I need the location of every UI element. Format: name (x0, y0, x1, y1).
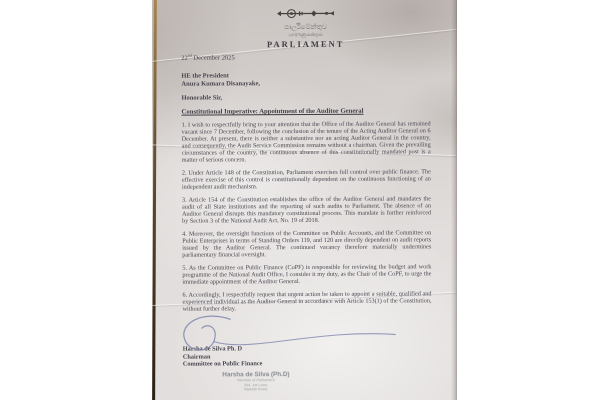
signatory-stamp (181, 370, 331, 392)
parliament-name-english: PARLIAMENT (266, 38, 345, 50)
letter-date-rest: December 2025 (191, 54, 235, 62)
stamp-line: Member of Parliament (237, 378, 275, 383)
parliament-name-tamil: பாராளுமன்றம் (288, 32, 323, 39)
paper (152, 0, 457, 400)
letter-paragraph: 4. Moreover, the oversight functions of the Committee on Public Accounts, and the Committee on Public Enterprises in terms of Standing Orders 119, and 120 are directly dependent on audit reports issued by the Auditor General. The continued vacancy therefore materially undermines parliamentary financial oversight. (182, 229, 432, 259)
signatory-name: Harsha de Silva Ph. D (182, 345, 243, 353)
salutation: Honorable Sir, (181, 94, 223, 102)
parliament-name-sinhala: පාර්ලිමේන්තුව (284, 22, 328, 32)
recipient-line: Anura Kumara Disanayake, (181, 79, 260, 88)
letter-paragraph: 2. Under Article 148 of the Constitution, Parliament exercises full control over public finance. The effective exercise of this control is constitutionally dependent on the continuous functioning of an independent audit mechanism. (181, 168, 431, 191)
letter-paragraph: 3. Article 154 of the Constitution establishes the office of the Auditor General and mandates the audit of all State institutions and the reporting of such audits to Parliament. The absence of an Auditor General disrupts this mandatory constitutional process. This mandate is further reinforced by Section 3 of the National Audit Act, No. 19 of 2018. (181, 195, 432, 225)
recipient-block (181, 71, 430, 87)
letter-paragraph: 1. I wish to respectfully bring to your attention that the Office of the Auditor General has remained vacant since 7 December, following the conclusion of the tenure of the Acting Auditor General on 6 December. At present, there is neither a substantive nor an acting Auditor General in the country, and consequently, the Audit Service Commission remains without a chairman. Given the prevailing circumstances of the country, the continuous absence of this constitutionally mandated post is a matter of serious concern. (181, 120, 431, 164)
signature-ink (165, 312, 400, 357)
recipient-line: HE the President (181, 72, 229, 80)
letter-paragraph: 5. As the Committee on Public Finance (CoPF) is responsible for reviewing the budget and work programme of the National Audit Office, I consider it my duty, as the Chair of the CoPF, to urge the immediate appointment of the Auditor General. (182, 263, 432, 286)
signatory-title: Chairman (182, 353, 211, 361)
letter-date (181, 51, 430, 61)
parliament-mace-icon (277, 7, 334, 20)
stamp-line: 204, 1st Lane, (243, 382, 269, 387)
subject-heading: Constitutional Imperative: Appointment of the Auditor General (181, 108, 364, 116)
letter-date-ordinal: nd (187, 52, 192, 58)
signatory-committee: Committee on Public Finance (182, 360, 263, 368)
letter-date-day: 22 (181, 54, 188, 62)
letter-paragraph: 6. Accordingly, I respectfully request that urgent action be taken to appoint a suitable, qualified and experienced individual as the Auditor General in accordance with Article 153(1) of the Constitution, without further delay. (182, 290, 432, 313)
stamp-line: Nawala Road, (244, 387, 268, 392)
stamp-name: Harsha de Silva (Ph.D) (222, 370, 290, 378)
letter-body (152, 0, 457, 400)
